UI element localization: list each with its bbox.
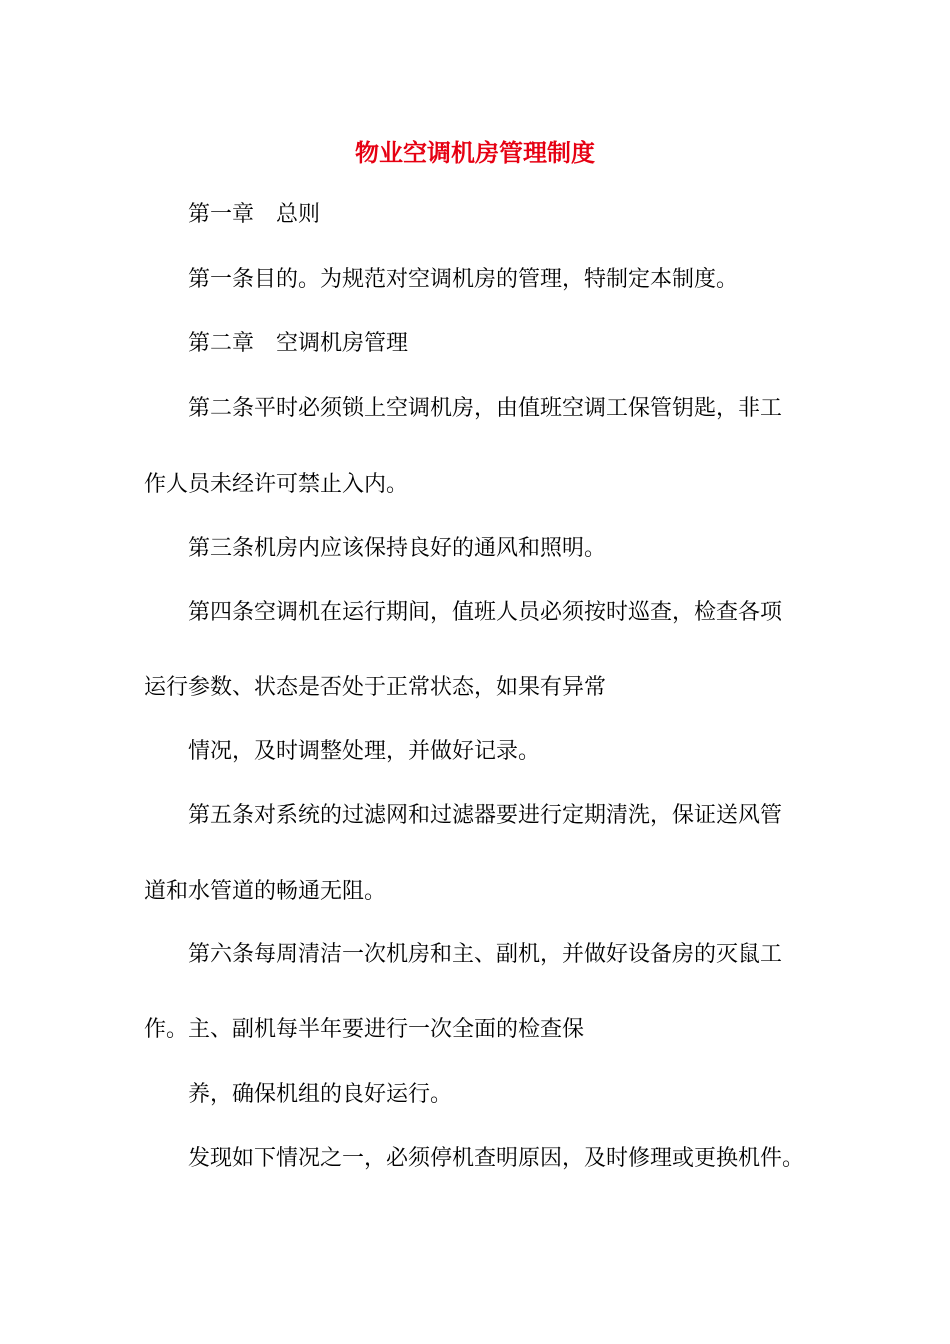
article-6-line-1: 第六条每周清洁一次机房和主、副机，并做好设备房的灭鼠工: [188, 942, 783, 967]
article-2-line-1: 第二条平时必须锁上空调机房，由值班空调工保管钥匙，非工: [188, 396, 783, 421]
chapter-1-heading: 第一章 总则: [188, 202, 321, 227]
article-6-line-3: 养，确保机组的良好运行。: [188, 1082, 453, 1107]
article-5-line-1: 第五条对系统的过滤网和过滤器要进行定期清洗，保证送风管: [188, 803, 783, 828]
article-4-line-1: 第四条空调机在运行期间，值班人员必须按时巡查，检查各项: [188, 600, 783, 625]
chapter-2-heading: 第二章 空调机房管理: [188, 331, 409, 356]
article-1: 第一条目的。为规范对空调机房的管理，特制定本制度。: [188, 267, 739, 292]
article-6-line-2: 作。主、副机每半年要进行一次全面的检查保: [144, 1017, 585, 1042]
article-2-line-2: 作人员未经许可禁止入内。: [144, 472, 409, 497]
article-4-line-3: 情况，及时调整处理，并做好记录。: [188, 739, 541, 764]
document-title: 物业空调机房管理制度: [355, 139, 595, 167]
article-5-line-2: 道和水管道的畅通无阻。: [144, 879, 387, 904]
article-3: 第三条机房内应该保持良好的通风和照明。: [188, 536, 607, 561]
article-4-line-2: 运行参数、状态是否处于正常状态，如果有异常: [144, 675, 607, 700]
conditions-intro: 发现如下情况之一，必须停机查明原因，及时修理或更换机件。: [188, 1146, 805, 1171]
